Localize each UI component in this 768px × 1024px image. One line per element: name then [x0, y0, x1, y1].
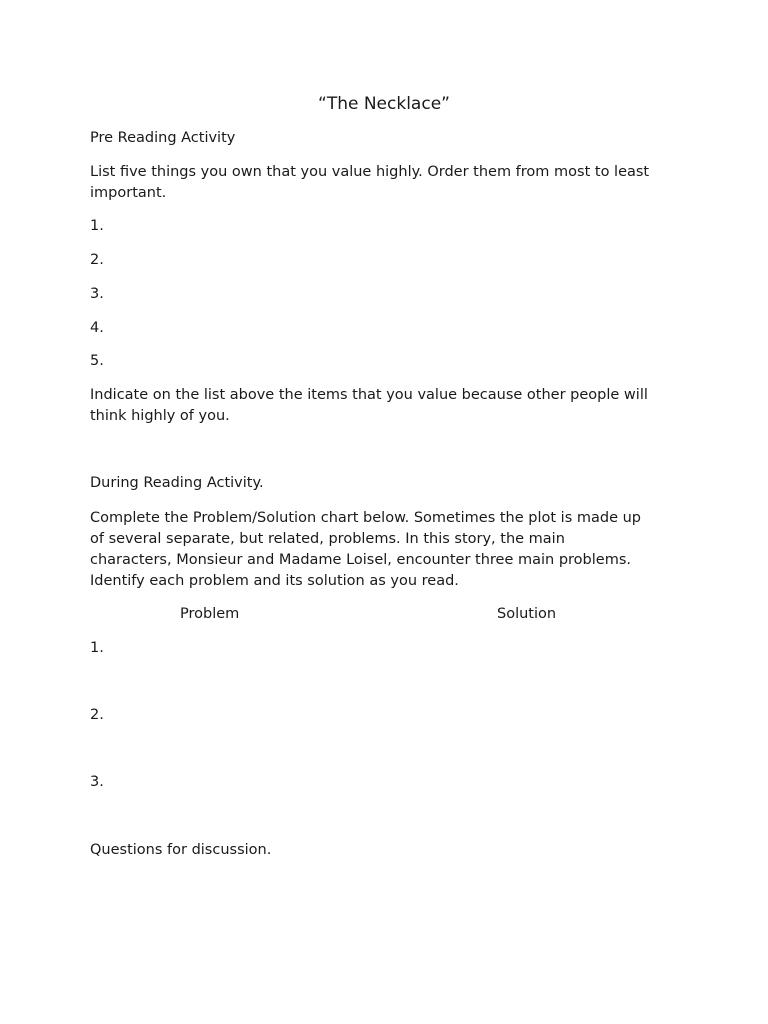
instruction-line: Identify each problem and its solution as you read.	[90, 573, 459, 589]
instruction-line: of several separate, but related, problems. In this story, the main	[90, 531, 565, 547]
instruction-line: Complete the Problem/Solution chart below. Sometimes the plot is made up	[90, 510, 641, 526]
instruction-line: List five things you own that you value highly. Order them from most to least	[90, 164, 650, 180]
list-number-3: 3.	[90, 286, 104, 302]
chart-number-3: 3.	[90, 774, 104, 790]
chart-number-2: 2.	[90, 707, 104, 723]
instruction-line: important.	[90, 185, 167, 201]
chart-number-1: 1.	[90, 640, 104, 656]
list-number-5: 5.	[90, 353, 104, 369]
pre-reading-heading: Pre Reading Activity	[90, 130, 236, 146]
pre-reading-followup	[90, 385, 690, 427]
list-number-1: 1.	[90, 218, 104, 234]
followup-line: Indicate on the list above the items that you value because other people will	[90, 387, 648, 403]
problem-column-header: Problem	[180, 606, 240, 622]
document-title: “The Necklace”	[318, 94, 450, 114]
during-reading-heading: During Reading Activity.	[90, 475, 264, 491]
list-number-4: 4.	[90, 320, 104, 336]
pre-reading-instructions	[90, 162, 690, 204]
solution-column-header: Solution	[497, 606, 557, 622]
followup-line: think highly of you.	[90, 408, 230, 424]
list-number-2: 2.	[90, 252, 104, 268]
during-reading-instructions	[90, 508, 690, 592]
instruction-line: characters, Monsieur and Madame Loisel, encounter three main problems.	[90, 552, 631, 568]
discussion-heading: Questions for discussion.	[90, 842, 272, 858]
